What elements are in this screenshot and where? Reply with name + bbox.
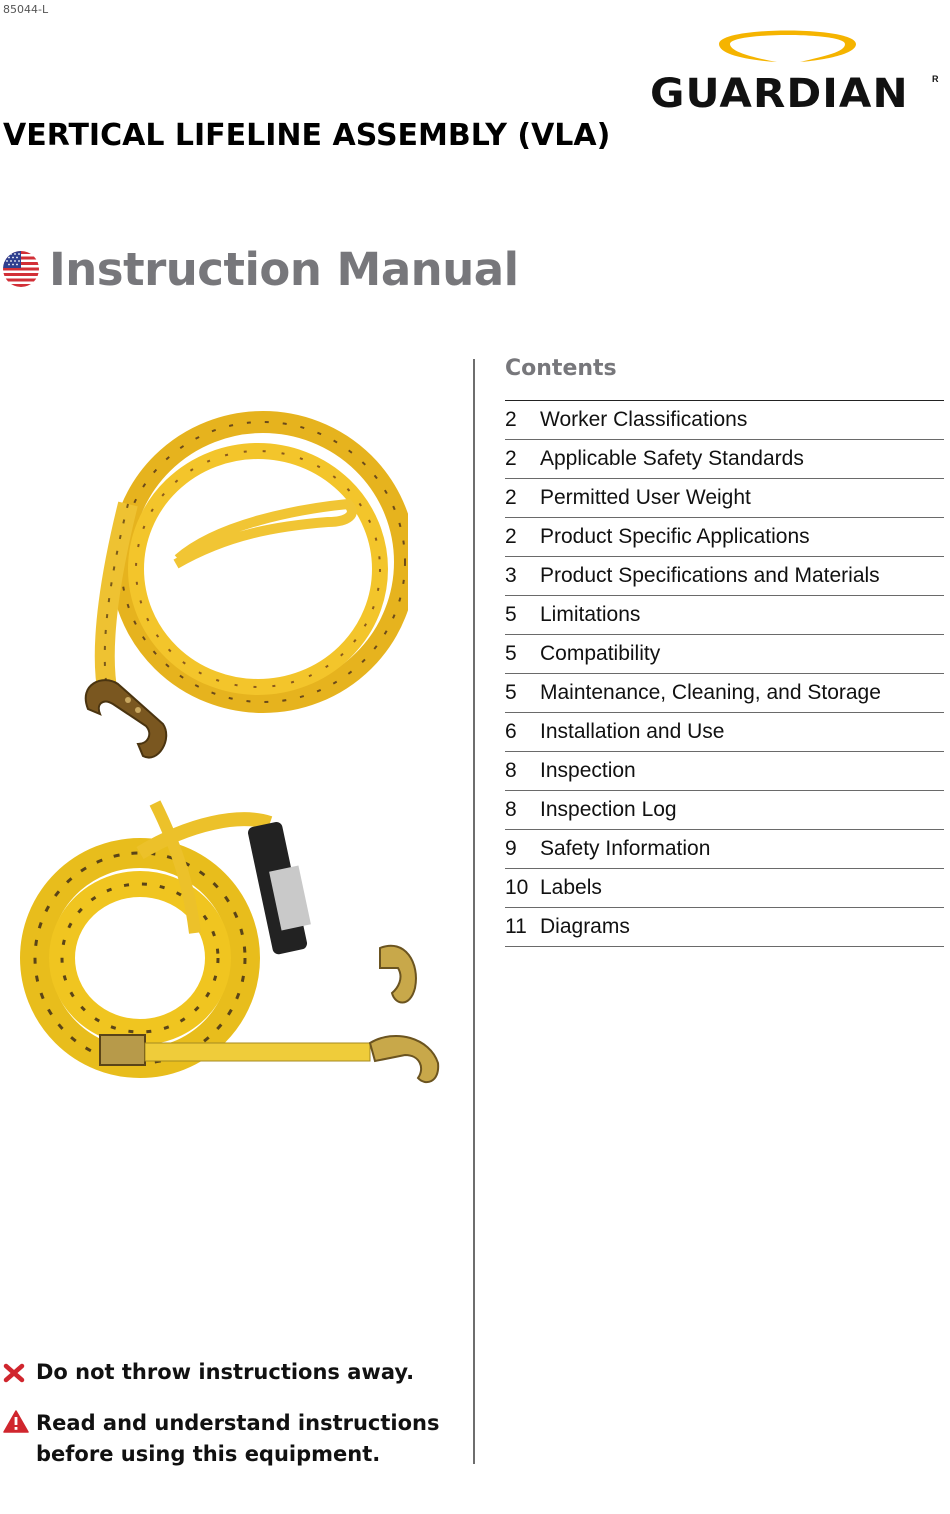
logo-wordmark: GUARDIAN xyxy=(650,71,909,117)
logo-arc-icon xyxy=(715,22,860,64)
table-of-contents xyxy=(505,352,944,947)
toc-item-title: Permitted User Weight xyxy=(540,486,751,509)
toc-item-title: Product Specific Applications xyxy=(540,525,810,548)
notice-text-line2: before using this equipment. xyxy=(36,1442,381,1466)
toc-item[interactable] xyxy=(505,791,944,830)
toc-item-title: Applicable Safety Standards xyxy=(540,447,804,470)
toc-item-title: Product Specifications and Materials xyxy=(540,564,880,587)
toc-item[interactable] xyxy=(505,518,944,557)
toc-item-title: Diagrams xyxy=(540,915,630,938)
toc-page-number: 5 xyxy=(505,681,517,704)
toc-item-title: Compatibility xyxy=(540,642,661,665)
toc-item[interactable] xyxy=(505,596,944,635)
toc-page-number: 6 xyxy=(505,720,517,743)
toc-page-number: 5 xyxy=(505,603,517,626)
toc-page-number: 2 xyxy=(505,486,517,509)
manual-heading xyxy=(3,244,519,294)
toc-item-title: Installation and Use xyxy=(540,720,725,743)
toc-item[interactable] xyxy=(505,479,944,518)
toc-item[interactable] xyxy=(505,869,944,908)
registered-mark: R xyxy=(932,74,939,84)
toc-item[interactable] xyxy=(505,557,944,596)
column-divider xyxy=(473,359,475,1464)
toc-item[interactable] xyxy=(505,635,944,674)
guardian-logo xyxy=(650,22,945,117)
toc-item[interactable] xyxy=(505,752,944,791)
toc-item[interactable] xyxy=(505,908,944,947)
toc-page-number: 2 xyxy=(505,408,517,431)
toc-page-number: 8 xyxy=(505,798,517,821)
notice-keep-instructions xyxy=(3,1357,414,1388)
toc-item-title: Worker Classifications xyxy=(540,408,748,431)
toc-list xyxy=(505,400,944,947)
toc-page-number: 10 xyxy=(505,876,529,899)
product-title: VERTICAL LIFELINE ASSEMBLY (VLA) xyxy=(3,118,611,153)
toc-page-number: 11 xyxy=(505,915,527,938)
us-flag-icon xyxy=(3,251,39,287)
warning-triangle-icon xyxy=(3,1410,29,1436)
x-icon xyxy=(3,1359,29,1385)
toc-item-title: Inspection Log xyxy=(540,798,677,821)
toc-item-title: Maintenance, Cleaning, and Storage xyxy=(540,681,881,704)
toc-item-title: Labels xyxy=(540,876,602,899)
contents-heading: Contents xyxy=(505,356,617,381)
toc-page-number: 5 xyxy=(505,642,517,665)
toc-page-number: 2 xyxy=(505,525,517,548)
toc-page-number: 3 xyxy=(505,564,517,587)
toc-item[interactable] xyxy=(505,440,944,479)
toc-page-number: 8 xyxy=(505,759,517,782)
toc-item[interactable] xyxy=(505,713,944,752)
toc-item[interactable] xyxy=(505,830,944,869)
toc-page-number: 9 xyxy=(505,837,517,860)
toc-item-title: Inspection xyxy=(540,759,636,782)
product-image-rope-lifeline xyxy=(58,404,408,769)
toc-page-number: 2 xyxy=(505,447,517,470)
toc-item-title: Limitations xyxy=(540,603,641,626)
notice-text: Do not throw instructions away. xyxy=(36,1360,415,1384)
product-image-vla-assembly xyxy=(20,793,450,1088)
toc-item[interactable] xyxy=(505,674,944,713)
document-code: 85044-L xyxy=(3,3,49,16)
manual-title: Instruction Manual xyxy=(49,242,519,296)
notice-read-instructions xyxy=(3,1408,439,1470)
toc-item[interactable] xyxy=(505,401,944,440)
notice-text-line1: Read and understand instructions xyxy=(36,1411,440,1435)
toc-item-title: Safety Information xyxy=(540,837,711,860)
